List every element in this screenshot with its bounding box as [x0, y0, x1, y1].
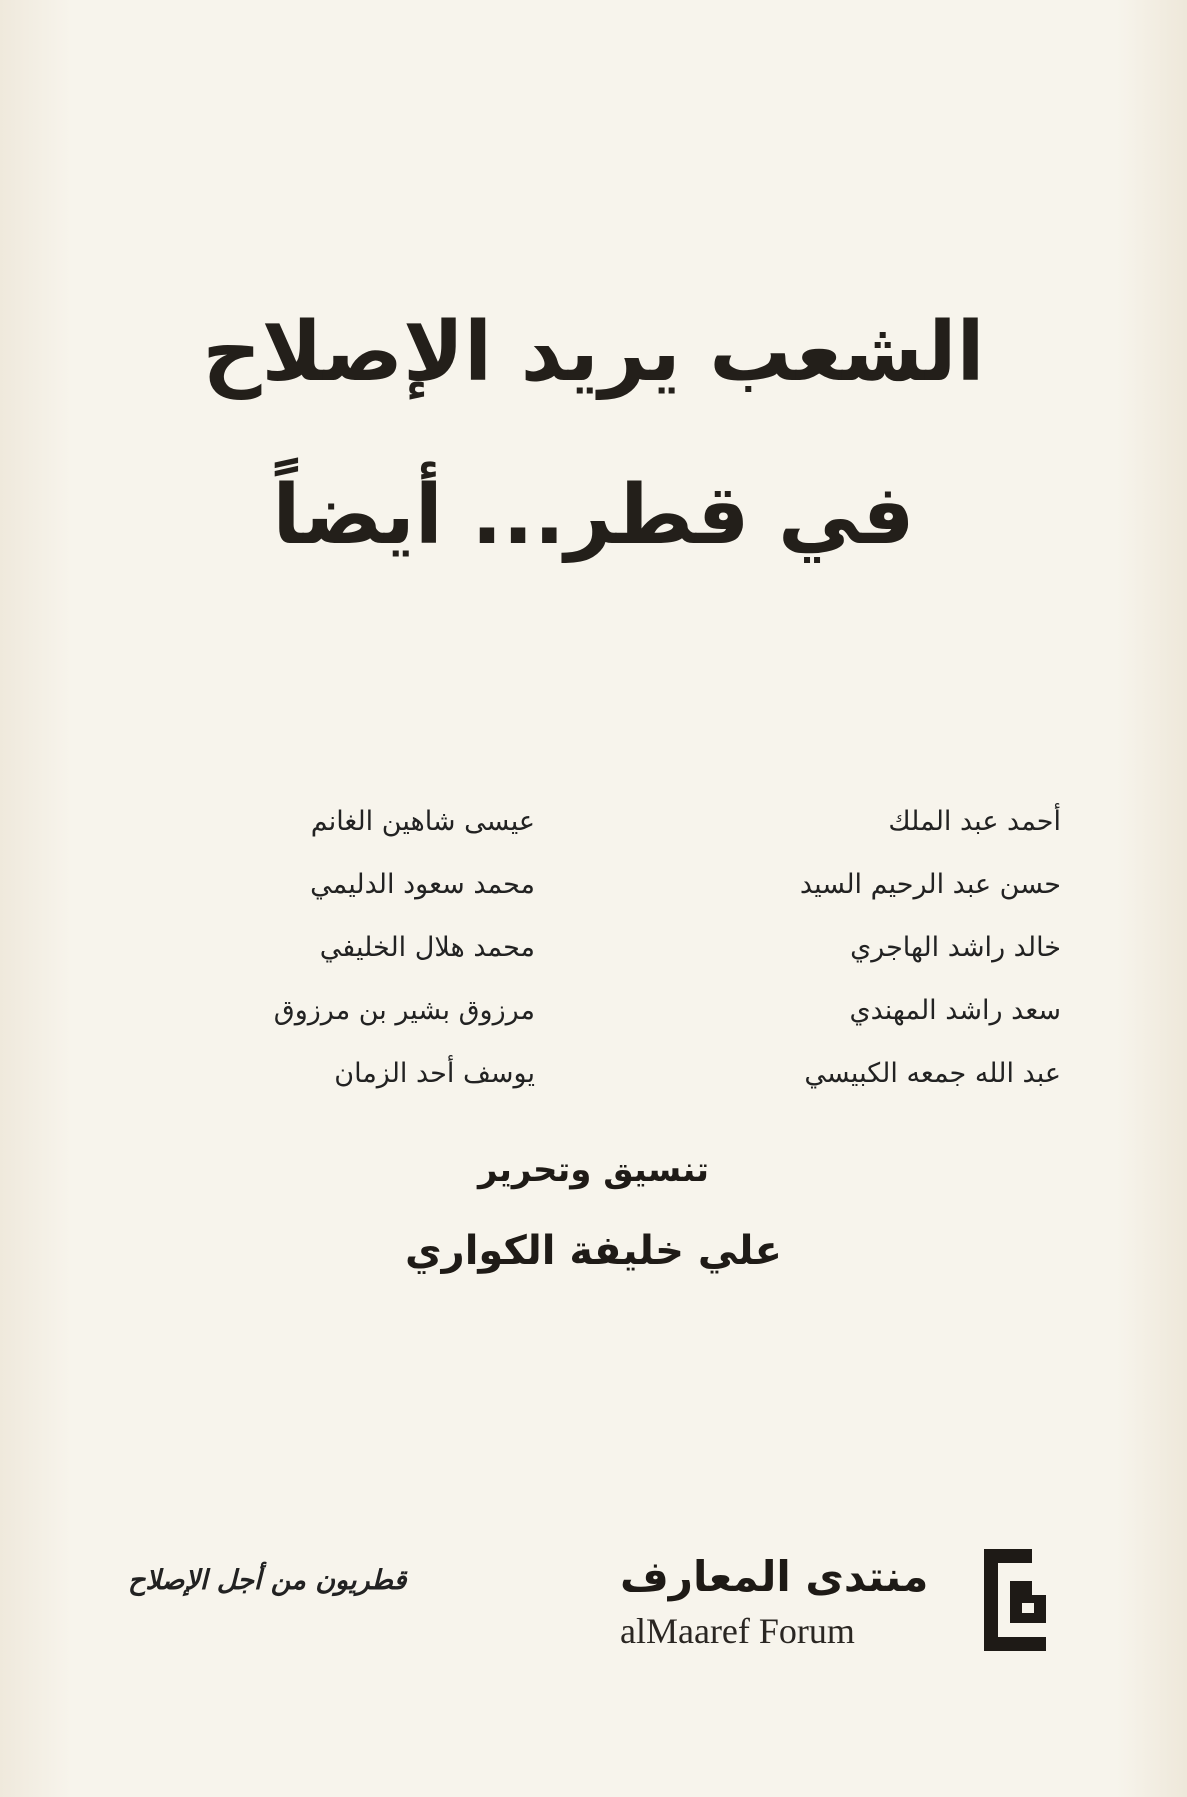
author-name: عبد الله جمعه الكبيسي	[804, 1058, 1061, 1089]
slogan-text: قطريون من أجل الإصلاح	[128, 1565, 407, 1596]
author-name: سعد راشد المهندي	[849, 995, 1061, 1026]
author-name: أحمد عبد الملك	[888, 806, 1061, 837]
author-name: عيسى شاهين الغانم	[310, 806, 535, 837]
coordination-label: تنسيق وتحرير	[477, 1150, 710, 1190]
author-name: يوسف أحد الزمان	[334, 1058, 535, 1089]
forum-name-english: alMaaref Forum	[620, 1611, 855, 1651]
authors-right-column	[641, 790, 1061, 1105]
author-name: مرزوق بشير بن مرزوق	[273, 995, 535, 1026]
authors-left-column	[115, 790, 535, 1105]
author-name: خالد راشد الهاجري	[850, 932, 1061, 963]
book-title-line-1: الشعب يريد الإصلاح	[202, 305, 985, 400]
author-name: محمد سعود الدليمي	[310, 869, 535, 900]
book-title-line-2: في قطر... أيضاً	[272, 468, 915, 563]
author-name: حسن عبد الرحيم السيد	[799, 869, 1061, 900]
author-name: محمد هلال الخليفي	[319, 932, 535, 963]
forum-name-arabic: منتدى المعارف	[620, 1552, 929, 1601]
editor-name: علي خليفة الكواري	[405, 1228, 782, 1274]
maaref-logo-icon	[976, 1545, 1054, 1655]
